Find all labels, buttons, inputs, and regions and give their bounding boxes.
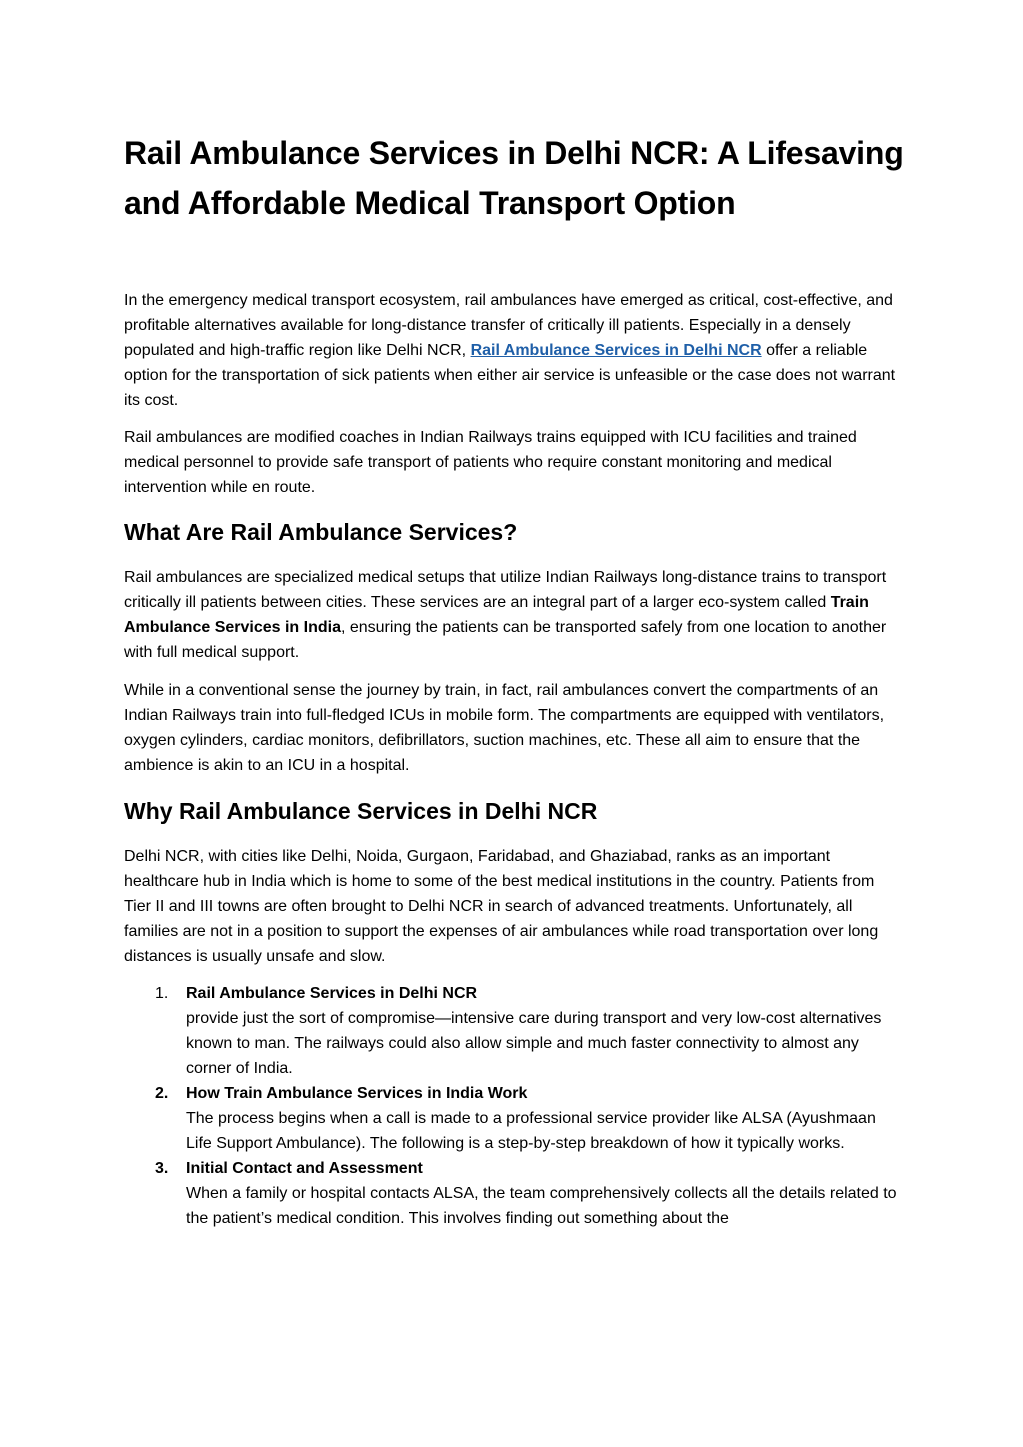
list-item-body: The process begins when a call is made to a professional service provider like ALSA (Ayushmaan Life Support Ambulance). The following is a step-by-step breakdown of how it typically works. <box>186 1110 876 1152</box>
list-item-title: How Train Ambulance Services in India Work <box>186 1085 528 1102</box>
list-item-body: provide just the sort of compromise—intensive care during transport and very low-cost alternatives known to man. The railways could also allow simple and much faster connectivity to almost any corner of India. <box>186 1010 882 1077</box>
list-item-number: 1. <box>155 985 169 1002</box>
list-item-number: 3. <box>155 1160 169 1177</box>
intro-paragraph-1 <box>124 288 904 413</box>
section-heading-what-are: What Are Rail Ambulance Services? <box>124 519 518 545</box>
section-heading-why: Why Rail Ambulance Services in Delhi NCR <box>124 798 598 824</box>
rail-ambulance-delhi-ncr-link[interactable]: Rail Ambulance Services in Delhi NCR <box>470 342 762 359</box>
section1-paragraph-2: While in a conventional sense the journey by train, in fact, rail ambulances convert the compartments of an Indian Railways train into full-fledged ICUs in mobile form. The compartments are equipped with ventilators, oxygen cylinders, cardiac monitors, defibrillators, suction machines, etc. These all aim to ensure that the ambience is akin to an ICU in a hospital. <box>124 682 885 774</box>
numbered-list <box>124 981 904 1231</box>
section1-text-start: Rail ambulances are specialized medical setups that utilize Indian Railways long-distance trains to transport critically ill patients between cities. These services are an integral part of a larger eco-system called <box>124 569 887 611</box>
intro-text-start: In the emergency medical transport ecosystem, rail ambulances have emerged as critical, cost-effective, and profitable alternatives available for long-distance transfer of critically ill patients. Especially in a densely populated and high-traffic region like Delhi NCR, <box>124 292 893 359</box>
list-item <box>124 981 904 1081</box>
section1-bold-phrase: Train Ambulance Services in India <box>124 594 869 636</box>
document-page <box>124 128 904 1231</box>
list-item-title: Initial Contact and Assessment <box>186 1160 423 1177</box>
section1-paragraph-1 <box>124 565 904 665</box>
intro-text-end: offer a reliable option for the transportation of sick patients when either air service is unfeasible or the case does not warrant its cost. <box>124 342 896 409</box>
list-item-number: 2. <box>155 1085 169 1102</box>
list-item <box>124 1156 904 1231</box>
page-title: Rail Ambulance Services in Delhi NCR: A Lifesaving and Affordable Medical Transport Option <box>124 135 904 221</box>
list-item-title: Rail Ambulance Services in Delhi NCR <box>186 985 478 1002</box>
section2-paragraph-1: Delhi NCR, with cities like Delhi, Noida, Gurgaon, Faridabad, and Ghaziabad, ranks as an important healthcare hub in India which is home to some of the best medical institutions in the country. Patients from Tier II and III towns are often brought to Delhi NCR in search of advanced treatments. Unfortunately, all families are not in a position to support the expenses of air ambulances while road transportation over long distances is usually unsafe and slow. <box>124 848 879 965</box>
intro-paragraph-2: Rail ambulances are modified coaches in Indian Railways trains equipped with ICU facilities and trained medical personnel to provide safe transport of patients who require constant monitoring and medical intervention while en route. <box>124 429 857 496</box>
list-item-body: When a family or hospital contacts ALSA, the team comprehensively collects all the details related to the patient’s medical condition. This involves finding out something about the <box>186 1185 897 1227</box>
section1-text-end: , ensuring the patients can be transported safely from one location to another with full medical support. <box>124 619 887 661</box>
list-item <box>124 1081 904 1156</box>
